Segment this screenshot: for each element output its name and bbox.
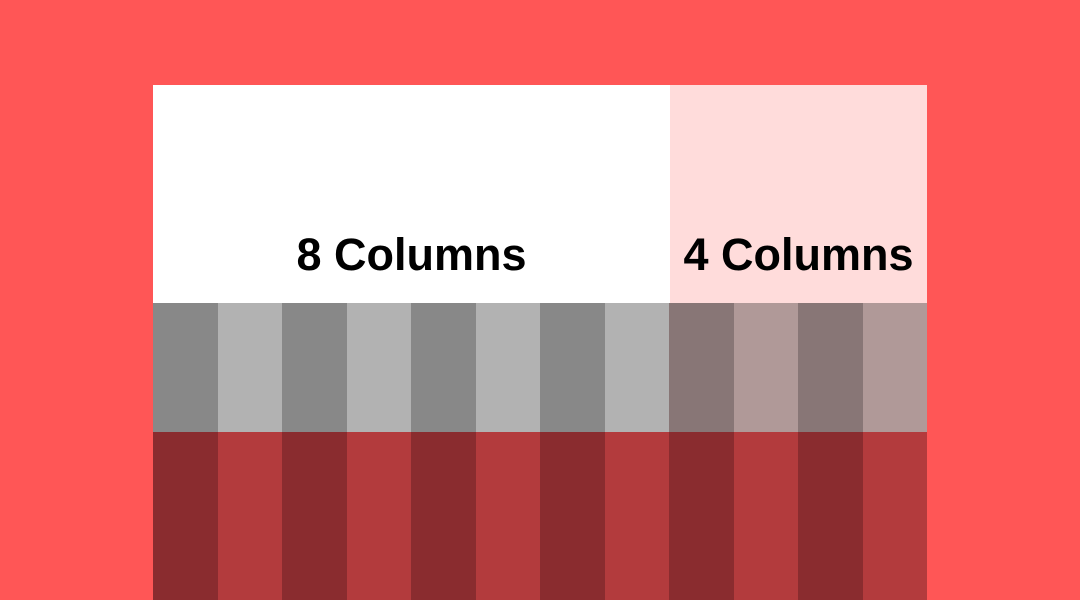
eight-column-area	[153, 85, 670, 303]
red-column-9	[669, 432, 734, 600]
grey-column-10	[734, 303, 799, 432]
grey-column-5	[411, 303, 476, 432]
grey-column-1	[153, 303, 218, 432]
red-column-8	[605, 432, 670, 600]
grey-column-8	[605, 303, 670, 432]
red-column-1	[153, 432, 218, 600]
grey-column-6	[476, 303, 541, 432]
red-column-2	[218, 432, 283, 600]
grey-column-4	[347, 303, 412, 432]
red-column-5	[411, 432, 476, 600]
red-column-7	[540, 432, 605, 600]
red-column-11	[798, 432, 863, 600]
grey-column-3	[282, 303, 347, 432]
grey-column-11	[798, 303, 863, 432]
red-column-12	[863, 432, 928, 600]
red-column-3	[282, 432, 347, 600]
grey-column-2	[218, 303, 283, 432]
grey-column-12	[863, 303, 928, 432]
grey-column-9	[669, 303, 734, 432]
eight-columns-label: 8 Columns	[296, 229, 527, 280]
grey-column-strip	[153, 303, 927, 432]
four-columns-label: 4 Columns	[683, 229, 914, 280]
grey-column-7	[540, 303, 605, 432]
four-column-area	[670, 85, 927, 303]
red-column-4	[347, 432, 412, 600]
red-column-10	[734, 432, 799, 600]
red-column-6	[476, 432, 541, 600]
red-column-strip	[153, 432, 927, 600]
